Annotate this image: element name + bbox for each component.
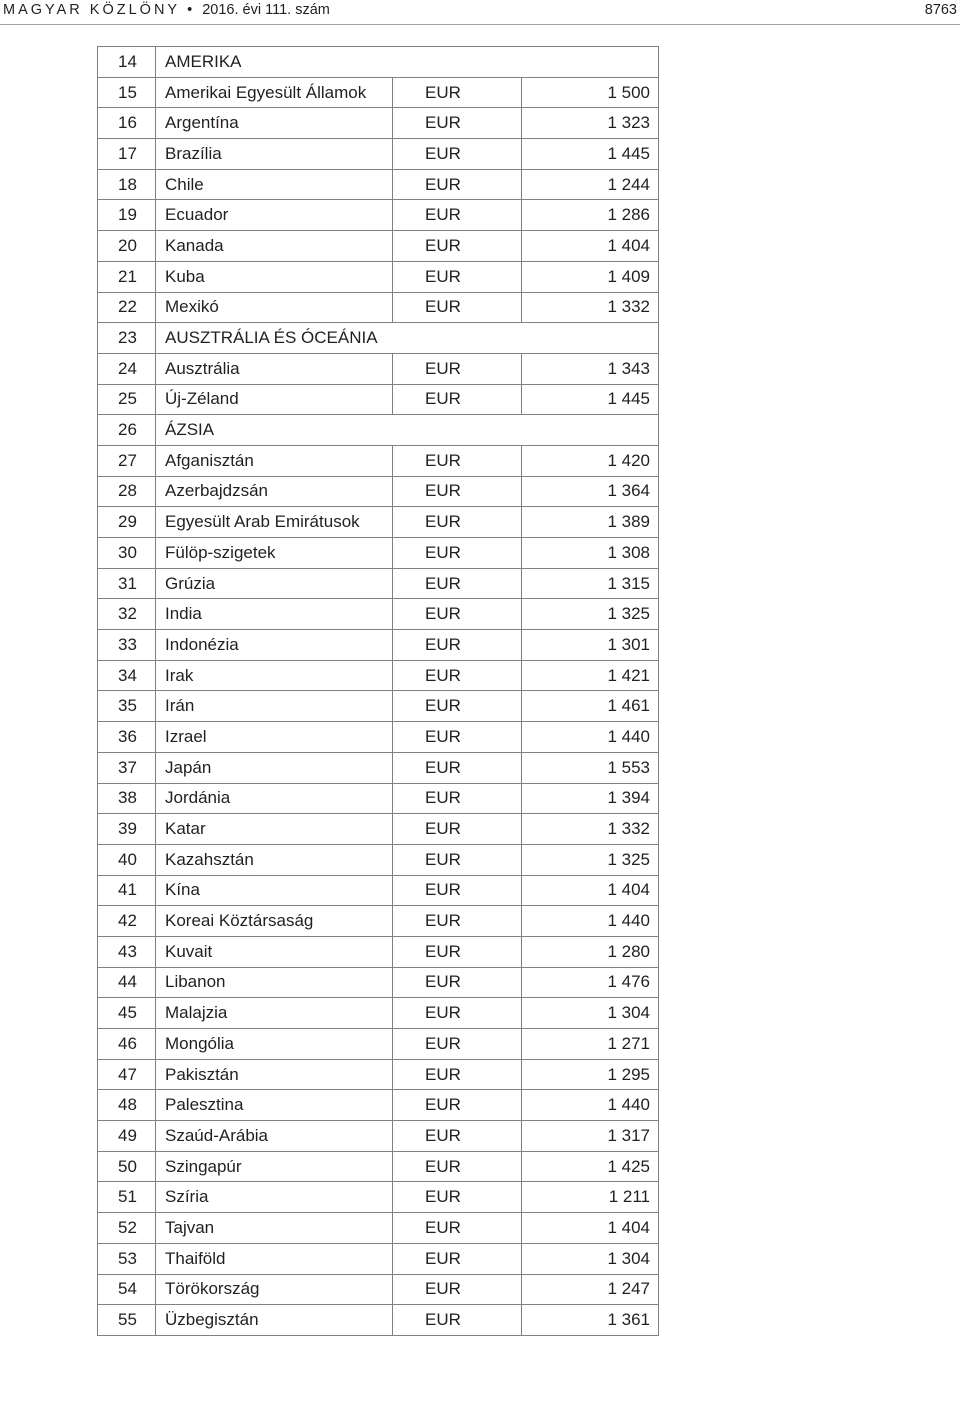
- currency: EUR: [393, 77, 522, 108]
- currency: EUR: [393, 844, 522, 875]
- row-number: 37: [98, 752, 156, 783]
- row-number: 35: [98, 691, 156, 722]
- rate-table: [97, 46, 659, 1336]
- currency: EUR: [393, 936, 522, 967]
- country-name: Irán: [156, 691, 393, 722]
- row-number: 49: [98, 1121, 156, 1152]
- table-row: [98, 967, 659, 998]
- amount: 1 404: [522, 1213, 659, 1244]
- amount: 1 315: [522, 568, 659, 599]
- amount: 1 461: [522, 691, 659, 722]
- amount: 1 325: [522, 599, 659, 630]
- amount: 1 553: [522, 752, 659, 783]
- amount: 1 332: [522, 814, 659, 845]
- row-number: 54: [98, 1274, 156, 1305]
- amount: 1 271: [522, 1029, 659, 1060]
- country-name: Indonézia: [156, 630, 393, 661]
- row-number: 36: [98, 722, 156, 753]
- row-number: 17: [98, 139, 156, 170]
- country-name: Argentína: [156, 108, 393, 139]
- country-name: Brazília: [156, 139, 393, 170]
- row-number: 32: [98, 599, 156, 630]
- row-number: 50: [98, 1151, 156, 1182]
- amount: 1 364: [522, 476, 659, 507]
- country-name: Kína: [156, 875, 393, 906]
- country-name: Kazahsztán: [156, 844, 393, 875]
- country-name: Thaiföld: [156, 1243, 393, 1274]
- row-number: 14: [98, 47, 156, 78]
- amount: 1 343: [522, 353, 659, 384]
- amount: 1 247: [522, 1274, 659, 1305]
- country-name: Fülöp-szigetek: [156, 538, 393, 569]
- country-name: Kuba: [156, 261, 393, 292]
- table-row: [98, 1090, 659, 1121]
- row-number: 29: [98, 507, 156, 538]
- currency: EUR: [393, 783, 522, 814]
- amount: 1 445: [522, 139, 659, 170]
- currency: EUR: [393, 200, 522, 231]
- country-name: Afganisztán: [156, 445, 393, 476]
- currency: EUR: [393, 139, 522, 170]
- country-name: Ecuador: [156, 200, 393, 231]
- country-name: Mongólia: [156, 1029, 393, 1060]
- row-number: 39: [98, 814, 156, 845]
- amount: 1 361: [522, 1305, 659, 1336]
- amount: 1 244: [522, 169, 659, 200]
- table-row: [98, 384, 659, 415]
- country-name: Libanon: [156, 967, 393, 998]
- table-row: [98, 292, 659, 323]
- currency: EUR: [393, 722, 522, 753]
- table-row: [98, 1243, 659, 1274]
- row-number: 25: [98, 384, 156, 415]
- table-row: [98, 568, 659, 599]
- row-number: 33: [98, 630, 156, 661]
- row-number: 42: [98, 906, 156, 937]
- currency: EUR: [393, 384, 522, 415]
- rate-table-body: [98, 47, 659, 1336]
- country-name: Koreai Köztársaság: [156, 906, 393, 937]
- amount: 1 445: [522, 384, 659, 415]
- table-row: [98, 139, 659, 170]
- row-number: 53: [98, 1243, 156, 1274]
- row-number: 34: [98, 660, 156, 691]
- currency: EUR: [393, 507, 522, 538]
- amount: 1 389: [522, 507, 659, 538]
- country-name: Tajvan: [156, 1213, 393, 1244]
- amount: 1 421: [522, 660, 659, 691]
- table-row: [98, 476, 659, 507]
- currency: EUR: [393, 630, 522, 661]
- country-name: Törökország: [156, 1274, 393, 1305]
- currency: EUR: [393, 906, 522, 937]
- row-number: 38: [98, 783, 156, 814]
- country-name: Kuvait: [156, 936, 393, 967]
- header-bullet: •: [187, 2, 193, 18]
- currency: EUR: [393, 108, 522, 139]
- table-row: [98, 752, 659, 783]
- country-name: Kanada: [156, 231, 393, 262]
- row-number: 18: [98, 169, 156, 200]
- amount: 1 301: [522, 630, 659, 661]
- row-number: 27: [98, 445, 156, 476]
- amount: 1 440: [522, 722, 659, 753]
- table-row: [98, 261, 659, 292]
- currency: EUR: [393, 292, 522, 323]
- table-row: [98, 691, 659, 722]
- section-heading: AMERIKA: [156, 47, 659, 78]
- currency: EUR: [393, 875, 522, 906]
- country-name: India: [156, 599, 393, 630]
- table-row: [98, 814, 659, 845]
- currency: EUR: [393, 1305, 522, 1336]
- currency: EUR: [393, 1090, 522, 1121]
- currency: EUR: [393, 231, 522, 262]
- country-name: Új-Zéland: [156, 384, 393, 415]
- table-row: [98, 507, 659, 538]
- row-number: 44: [98, 967, 156, 998]
- row-number: 23: [98, 323, 156, 354]
- table-row: [98, 599, 659, 630]
- table-row: [98, 1274, 659, 1305]
- journal-title: MAGYAR KÖZLÖNY: [3, 2, 181, 18]
- table-row: [98, 660, 659, 691]
- country-name: Szíria: [156, 1182, 393, 1213]
- table-row: [98, 1059, 659, 1090]
- page-number: 8763: [924, 2, 957, 18]
- amount: 1 409: [522, 261, 659, 292]
- row-number: 30: [98, 538, 156, 569]
- currency: EUR: [393, 1213, 522, 1244]
- table-row: [98, 169, 659, 200]
- country-name: Pakisztán: [156, 1059, 393, 1090]
- row-number: 41: [98, 875, 156, 906]
- amount: 1 476: [522, 967, 659, 998]
- table-row: [98, 108, 659, 139]
- currency: EUR: [393, 660, 522, 691]
- table-row: [98, 200, 659, 231]
- currency: EUR: [393, 998, 522, 1029]
- table-row: [98, 783, 659, 814]
- table-row: [98, 1305, 659, 1336]
- country-name: Grúzia: [156, 568, 393, 599]
- country-name: Üzbegisztán: [156, 1305, 393, 1336]
- currency: EUR: [393, 445, 522, 476]
- amount: 1 323: [522, 108, 659, 139]
- currency: EUR: [393, 814, 522, 845]
- row-number: 28: [98, 476, 156, 507]
- row-number: 52: [98, 1213, 156, 1244]
- amount: 1 295: [522, 1059, 659, 1090]
- currency: EUR: [393, 967, 522, 998]
- currency: EUR: [393, 476, 522, 507]
- amount: 1 211: [522, 1182, 659, 1213]
- row-number: 21: [98, 261, 156, 292]
- currency: EUR: [393, 261, 522, 292]
- currency: EUR: [393, 1029, 522, 1060]
- section-heading: AUSZTRÁLIA ÉS ÓCEÁNIA: [156, 323, 659, 354]
- currency: EUR: [393, 1121, 522, 1152]
- table-row: [98, 1213, 659, 1244]
- table-row: [98, 936, 659, 967]
- row-number: 31: [98, 568, 156, 599]
- country-name: Mexikó: [156, 292, 393, 323]
- row-number: 46: [98, 1029, 156, 1060]
- table-row: [98, 722, 659, 753]
- table-row: [98, 77, 659, 108]
- country-name: Irak: [156, 660, 393, 691]
- amount: 1 325: [522, 844, 659, 875]
- amount: 1 404: [522, 231, 659, 262]
- amount: 1 304: [522, 1243, 659, 1274]
- table-row: [98, 445, 659, 476]
- amount: 1 440: [522, 1090, 659, 1121]
- table-row: [98, 231, 659, 262]
- country-name: Azerbajdzsán: [156, 476, 393, 507]
- amount: 1 394: [522, 783, 659, 814]
- country-name: Egyesült Arab Emirátusok: [156, 507, 393, 538]
- currency: EUR: [393, 752, 522, 783]
- amount: 1 332: [522, 292, 659, 323]
- country-name: Szingapúr: [156, 1151, 393, 1182]
- currency: EUR: [393, 1243, 522, 1274]
- country-name: Izrael: [156, 722, 393, 753]
- table-row: [98, 844, 659, 875]
- currency: EUR: [393, 1151, 522, 1182]
- amount: 1 304: [522, 998, 659, 1029]
- row-number: 20: [98, 231, 156, 262]
- row-number: 24: [98, 353, 156, 384]
- issue-label: 2016. évi 111. szám: [202, 2, 330, 18]
- country-name: Chile: [156, 169, 393, 200]
- currency: EUR: [393, 599, 522, 630]
- country-name: Szaúd-Arábia: [156, 1121, 393, 1152]
- currency: EUR: [393, 353, 522, 384]
- country-name: Amerikai Egyesült Államok: [156, 77, 393, 108]
- row-number: 43: [98, 936, 156, 967]
- country-name: Palesztina: [156, 1090, 393, 1121]
- currency: EUR: [393, 1274, 522, 1305]
- table-row: [98, 875, 659, 906]
- row-number: 19: [98, 200, 156, 231]
- amount: 1 500: [522, 77, 659, 108]
- amount: 1 308: [522, 538, 659, 569]
- row-number: 47: [98, 1059, 156, 1090]
- table-row: [98, 998, 659, 1029]
- page-header: [3, 0, 957, 20]
- amount: 1 404: [522, 875, 659, 906]
- amount: 1 440: [522, 906, 659, 937]
- amount: 1 286: [522, 200, 659, 231]
- row-number: 48: [98, 1090, 156, 1121]
- country-name: Katar: [156, 814, 393, 845]
- currency: EUR: [393, 1059, 522, 1090]
- amount: 1 420: [522, 445, 659, 476]
- amount: 1 425: [522, 1151, 659, 1182]
- section-row: [98, 323, 659, 354]
- row-number: 40: [98, 844, 156, 875]
- country-name: Japán: [156, 752, 393, 783]
- table-row: [98, 1182, 659, 1213]
- section-row: [98, 47, 659, 78]
- section-row: [98, 415, 659, 446]
- currency: EUR: [393, 1182, 522, 1213]
- table-row: [98, 906, 659, 937]
- row-number: 15: [98, 77, 156, 108]
- row-number: 51: [98, 1182, 156, 1213]
- row-number: 26: [98, 415, 156, 446]
- header-rule: [0, 24, 960, 25]
- country-name: Jordánia: [156, 783, 393, 814]
- amount: 1 280: [522, 936, 659, 967]
- table-row: [98, 538, 659, 569]
- table-row: [98, 1151, 659, 1182]
- table-row: [98, 1121, 659, 1152]
- table-row: [98, 630, 659, 661]
- table-row: [98, 353, 659, 384]
- row-number: 55: [98, 1305, 156, 1336]
- currency: EUR: [393, 538, 522, 569]
- country-name: Malajzia: [156, 998, 393, 1029]
- section-heading: ÁZSIA: [156, 415, 659, 446]
- row-number: 22: [98, 292, 156, 323]
- amount: 1 317: [522, 1121, 659, 1152]
- row-number: 16: [98, 108, 156, 139]
- currency: EUR: [393, 691, 522, 722]
- country-name: Ausztrália: [156, 353, 393, 384]
- currency: EUR: [393, 169, 522, 200]
- row-number: 45: [98, 998, 156, 1029]
- table-row: [98, 1029, 659, 1060]
- currency: EUR: [393, 568, 522, 599]
